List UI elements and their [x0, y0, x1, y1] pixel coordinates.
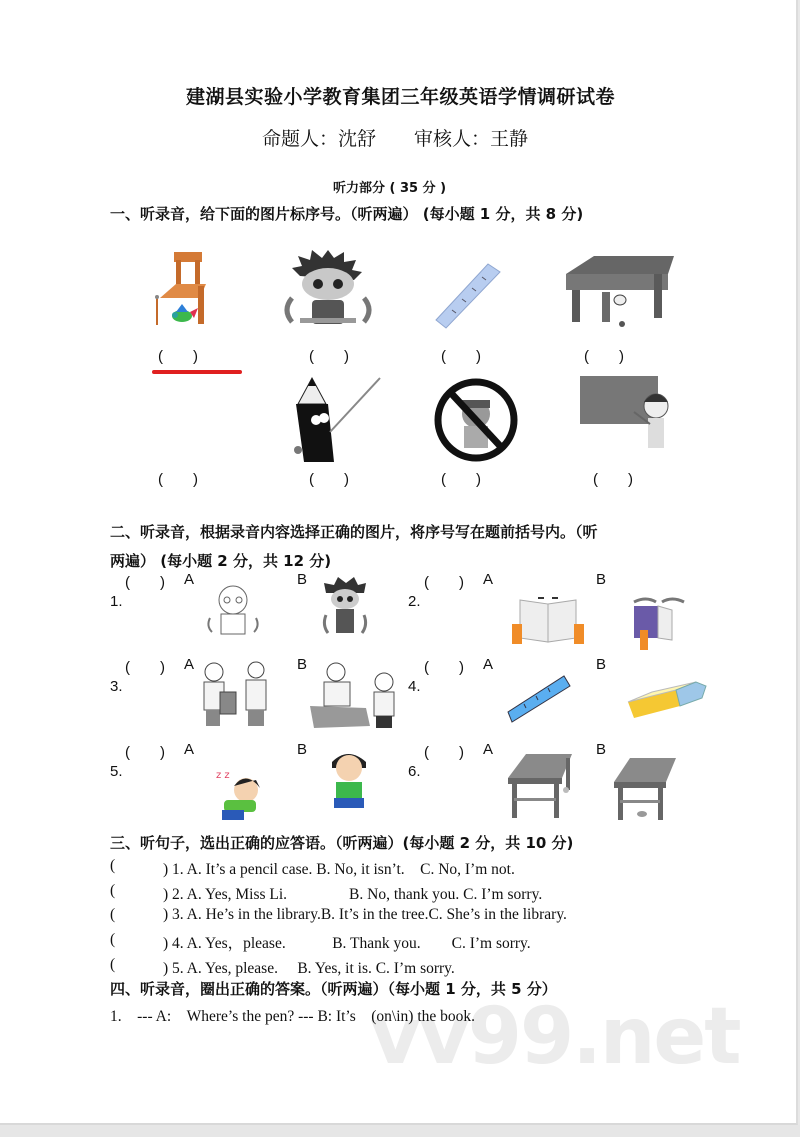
eraser-icon: [626, 676, 708, 720]
answer-blank[interactable]: ( ): [125, 744, 165, 761]
sleeping-boy-icon: [212, 766, 272, 822]
option-b-label: B: [297, 571, 308, 588]
item-number: 3.: [110, 678, 123, 695]
answer-blank[interactable]: ( ): [309, 348, 349, 365]
question-text: ) 2. A. Yes, Miss Li. B. No, thank you. C. I’m sorry.: [163, 886, 543, 903]
answer-blank[interactable]: ( ): [593, 471, 633, 488]
answer-blank[interactable]: ( ): [424, 744, 464, 761]
option-b-label: B: [596, 741, 607, 758]
question-text: ) 1. A. It’s a pencil case. B. No, it isn’t. C. No, I’m not.: [163, 861, 515, 878]
page-title: 建湖县实验小学教育集团三年级英语学情调研试卷: [186, 86, 616, 108]
option-a-label: A: [483, 571, 494, 588]
answer-blank[interactable]: ( ): [424, 659, 464, 676]
happy-boy-icon: [326, 748, 372, 812]
option-a-label: A: [184, 656, 195, 673]
option-a-label: A: [184, 571, 195, 588]
answer-blank[interactable]: ( ): [125, 659, 165, 676]
listening-part-header: 听力部分 ( 35 分 ): [333, 181, 447, 196]
boy-sit-down-icon: [320, 575, 370, 641]
question-text: 1. --- A: Where’s the pen? --- B: It’s (on\in) the book.: [110, 1008, 476, 1025]
blue-ruler-icon: [506, 670, 572, 726]
section2-heading-line2: 两遍） (每小题 2 分，共 12 分): [110, 552, 332, 570]
open-book-icon: [510, 594, 586, 644]
item-number: 4.: [408, 678, 421, 695]
question-text: ) 4. A. Yes，please. B. Thank you. C. I’m sorry.: [163, 935, 531, 952]
section4-heading: 四、听录音，圈出正确的答案。（听两遍）（每小题 1 分，共 5 分）: [110, 980, 557, 998]
answer-blank[interactable]: ( ): [441, 471, 481, 488]
authors-line: 命题人：沈舒 审核人：王静: [262, 128, 529, 150]
desk-bird-behind-icon: [506, 750, 576, 822]
item-number: 6.: [408, 763, 421, 780]
item-number: 2.: [408, 593, 421, 610]
option-b-label: B: [297, 741, 308, 758]
option-b-label: B: [596, 571, 607, 588]
girl-boy-schoolbag-icon: [198, 660, 274, 728]
answer-blank[interactable]: ( ): [584, 348, 624, 365]
question-text: ) 3. A. He’s in the library.B. It’s in the tree.C. She’s in the library.: [163, 906, 567, 923]
option-b-label: B: [297, 656, 308, 673]
question-blank[interactable]: (: [110, 956, 116, 973]
section3-heading: 三、听句子，选出正确的应答语。（听两遍）(每小题 2 分，共 10 分): [110, 834, 574, 852]
boy-girl-desk-icon: [306, 660, 402, 730]
option-b-label: B: [596, 656, 607, 673]
watermark: vv99.net: [370, 992, 740, 1082]
answer-blank[interactable]: ( ): [441, 348, 481, 365]
answer-blank[interactable]: ( ): [309, 471, 349, 488]
answer-blank[interactable]: ( ): [424, 574, 464, 591]
svg-text:z z: z z: [216, 770, 230, 781]
question-blank[interactable]: (: [110, 857, 116, 874]
section2-heading-line1: 二、听录音，根据录音内容选择正确的图片，将序号写在题前括号内。（听: [110, 523, 598, 541]
desk-with-cat-icon: [564, 252, 676, 332]
answer-blank[interactable]: ( ): [158, 348, 198, 365]
close-book-icon: [626, 594, 692, 652]
boy-sitting-down-icon: [278, 248, 378, 333]
question-blank[interactable]: (: [110, 931, 116, 948]
ruler-icon: [432, 260, 504, 332]
boy-outline-sit-icon: [204, 582, 262, 638]
question-text: ) 5. A. Yes, please. B. Yes, it is. C. I’m sorry.: [163, 960, 455, 977]
option-a-label: A: [184, 741, 195, 758]
option-a-label: A: [483, 656, 494, 673]
viewer-bottom-bar: [0, 1125, 800, 1137]
section1-heading: 一、听录音，给下面的图片标序号。（听两遍） (每小题 1 分，共 8 分): [110, 205, 584, 223]
no-entry-boy-icon: [432, 376, 522, 464]
girl-at-blackboard-icon: [578, 372, 680, 464]
question-blank[interactable]: (: [110, 882, 116, 899]
item-number: 5.: [110, 763, 123, 780]
chair-with-bird-icon: [152, 250, 212, 330]
answer-blank[interactable]: ( ): [125, 574, 165, 591]
answer-blank[interactable]: ( ): [158, 471, 198, 488]
red-underline-mark: [152, 370, 242, 374]
question-blank[interactable]: (: [110, 906, 116, 923]
desk-bird-under-icon: [612, 754, 682, 824]
option-a-label: A: [483, 741, 494, 758]
pencil-teacher-icon: [284, 374, 388, 466]
item-number: 1.: [110, 593, 123, 610]
